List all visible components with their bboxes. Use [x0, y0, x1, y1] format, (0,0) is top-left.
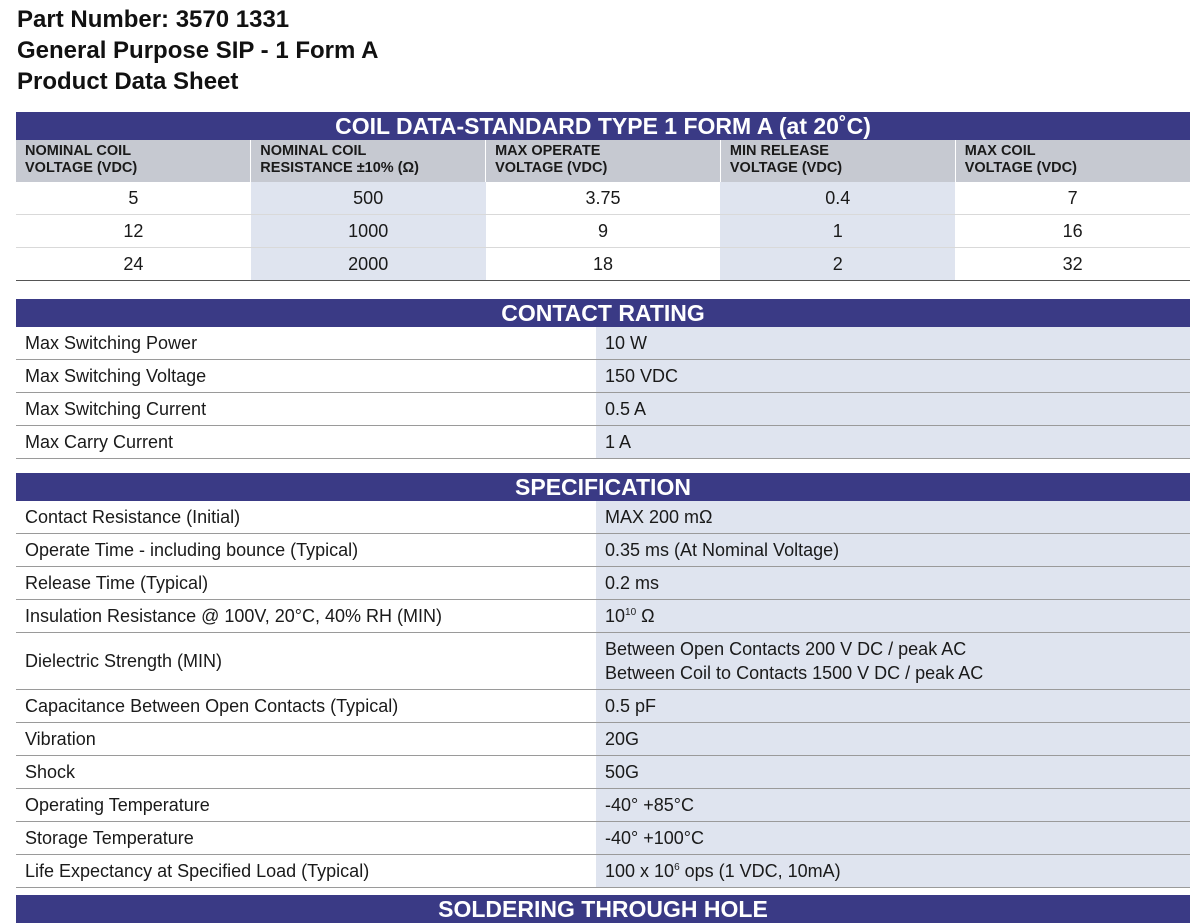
row-value: -40° +100°C: [596, 822, 1190, 855]
doc-type: Product Data Sheet: [17, 68, 239, 95]
row-label: Storage Temperature: [16, 822, 596, 855]
table-cell: 32: [955, 248, 1190, 281]
specification-table: [16, 501, 1190, 888]
table-row: [16, 723, 1190, 756]
table-row: [16, 567, 1190, 600]
table-cell: 2: [720, 248, 955, 281]
soldering-section: [16, 895, 1190, 923]
row-value: 1 A: [596, 426, 1190, 459]
table-cell: 12: [16, 215, 251, 248]
row-label: Max Switching Power: [16, 327, 596, 360]
col-header: MAX COIL VOLTAGE (VDC): [955, 140, 1190, 182]
table-cell: 5: [16, 182, 251, 215]
contact-rating-table: [16, 327, 1190, 459]
row-value: 0.2 ms: [596, 567, 1190, 600]
row-value: $10^{10}$ Ω: [596, 600, 1190, 633]
table-cell: 1: [720, 215, 955, 248]
coil-data-table: [16, 140, 1190, 281]
table-row: [16, 600, 1190, 633]
soldering-header: SOLDERING THROUGH HOLE: [16, 895, 1190, 923]
table-row: [16, 215, 1190, 248]
row-label: Max Switching Current: [16, 393, 596, 426]
table-cell: 1000: [251, 215, 486, 248]
contact-rating-header: CONTACT RATING: [16, 299, 1190, 327]
row-value: MAX 200 mΩ: [596, 501, 1190, 534]
row-label: Max Switching Voltage: [16, 360, 596, 393]
table-row: [16, 534, 1190, 567]
table-cell: 16: [955, 215, 1190, 248]
document-title: [17, 4, 378, 97]
row-value: 50G: [596, 756, 1190, 789]
col-header: NOMINAL COIL VOLTAGE (VDC): [16, 140, 251, 182]
contact-rating-section: [16, 299, 1190, 459]
table-cell: 18: [486, 248, 721, 281]
table-cell: 3.75: [486, 182, 721, 215]
col-header: MAX OPERATE VOLTAGE (VDC): [486, 140, 721, 182]
row-value: 0.5 pF: [596, 690, 1190, 723]
table-row: [16, 690, 1190, 723]
row-label: Dielectric Strength (MIN): [16, 633, 596, 690]
row-label: Release Time (Typical): [16, 567, 596, 600]
row-label: Capacitance Between Open Contacts (Typical): [16, 690, 596, 723]
table-cell: 7: [955, 182, 1190, 215]
row-label: Max Carry Current: [16, 426, 596, 459]
table-row: [16, 248, 1190, 281]
specification-header: SPECIFICATION: [16, 473, 1190, 501]
table-row: [16, 360, 1190, 393]
col-header: NOMINAL COIL RESISTANCE ±10% (Ω): [251, 140, 486, 182]
table-cell: 9: [486, 215, 721, 248]
coil-data-section: [16, 112, 1190, 281]
coil-data-header: COIL DATA-STANDARD TYPE 1 FORM A (at 20˚C): [16, 112, 1190, 140]
table-row: [16, 756, 1190, 789]
row-value: 10 W: [596, 327, 1190, 360]
row-value: 0.5 A: [596, 393, 1190, 426]
table-row: [16, 855, 1190, 888]
table-row: [16, 789, 1190, 822]
table-row: [16, 501, 1190, 534]
table-cell: 2000: [251, 248, 486, 281]
row-value: Between Open Contacts 200 V DC / peak AC Between Coil to Contacts 1500 V DC / peak AC: [596, 633, 1190, 690]
col-header: MIN RELEASE VOLTAGE (VDC): [720, 140, 955, 182]
coil-header-row: [16, 140, 1190, 182]
table-cell: 24: [16, 248, 251, 281]
row-label: Insulation Resistance @ 100V, 20°C, 40% RH (MIN): [16, 600, 596, 633]
row-label: Operate Time - including bounce (Typical): [16, 534, 596, 567]
row-value: 0.35 ms (At Nominal Voltage): [596, 534, 1190, 567]
product-name: General Purpose SIP - 1 Form A: [17, 37, 379, 64]
row-value: 150 VDC: [596, 360, 1190, 393]
table-cell: 500: [251, 182, 486, 215]
specification-section: [16, 473, 1190, 888]
table-row: [16, 822, 1190, 855]
row-label: Life Expectancy at Specified Load (Typical): [16, 855, 596, 888]
row-label: Vibration: [16, 723, 596, 756]
row-value: -40° +85°C: [596, 789, 1190, 822]
table-row: [16, 327, 1190, 360]
table-cell: 0.4: [720, 182, 955, 215]
table-row: [16, 182, 1190, 215]
row-label: Shock: [16, 756, 596, 789]
row-label: Contact Resistance (Initial): [16, 501, 596, 534]
row-label: Operating Temperature: [16, 789, 596, 822]
table-row: [16, 426, 1190, 459]
part-number: Part Number: 3570 1331: [17, 6, 290, 33]
row-value: 100 x $10^6$ ops (1 VDC, 10mA): [596, 855, 1190, 888]
row-value: 20G: [596, 723, 1190, 756]
table-row: [16, 393, 1190, 426]
table-row: [16, 633, 1190, 690]
